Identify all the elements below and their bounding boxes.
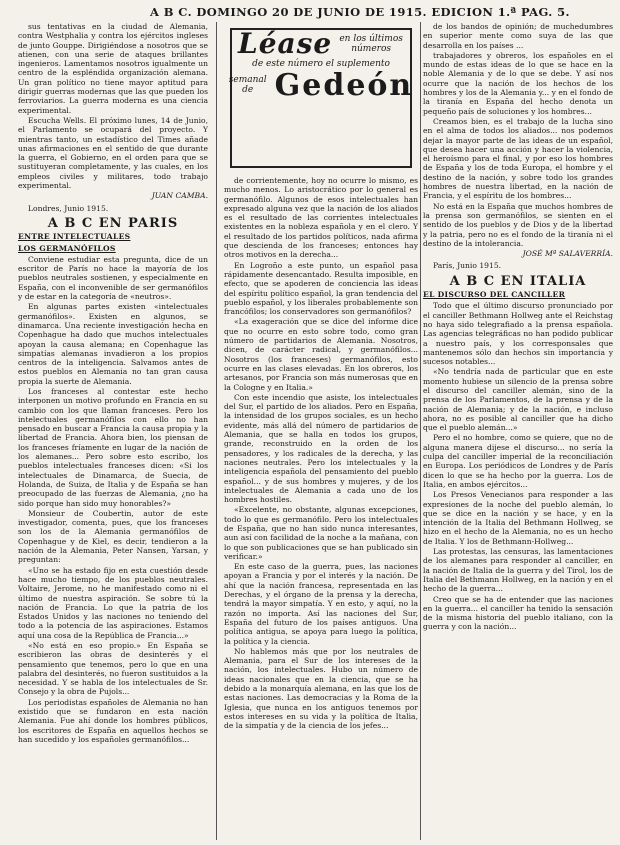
article-paragraph: Monsieur de Coubertin, autor de este investigador, comenta, pues, que los franceses son los de la Alemania germanófilos de Copenhague y de Kiel, es decir, tendieron a la nación de la Alemania, Peter Nansen, Yarsan, y preguntan: [18, 508, 208, 565]
column-2 [224, 22, 418, 840]
article-paragraph: «No tendría nada de particular que en este momento hubiese un silencio de la prensa sobre el discurso del canciller alemán, sino de la prensa de los Parlamentos, de la prensa y de la nación de Alemania; y de la nación, e incluso ahora, no es posible al canciller que ha dicho que el pueblo alemán...» [423, 367, 613, 433]
author-signature: JOSÉ Mª SALAVERRÍA. [522, 249, 613, 259]
article-paragraph: de corrientemente, hoy no ocurre lo mismo, es mucho menos. Lo aristocrático por lo general es germanófilo. Algunos de esos intelectuales han expresado alguna vez que la nación de los aliados es el resultado de las corrientes intelectuales existentes en la nobleza española y en el clero. Y el resultado de los partidos políticos, nada afirma que descienda de los franceses; entonces hay otros motivos en la derecha... [224, 176, 418, 260]
article-paragraph: En este caso de la guerra, pues, las naciones apoyan a Francia y por el interés y la nación. De ahí que la nación francesa, representada en las Derechas, y el órgano de la prensa y la derecha, tendrá la mayor simpatía. Y en esto, y aquí, no la razón no importa. Así las naciones del Sur, España del futuro de los países antiguos. Una política antigua, se apoya para luego la política, la política y la ciencia. [224, 562, 418, 646]
dateline: París, Junio 1915. [433, 261, 502, 271]
section-subtitle: LOS GERMANÓFILOS [18, 243, 116, 253]
ad-middle-text: de este número el suplemento [252, 59, 390, 69]
article-paragraph: trabajadores y obreros, los españoles en el mundo de estas ideas de lo que se hace en la noble Alemania y de lo que se debe. Y así nos ocurre que la nación de los hechos de los hombres y los de la Alemania y... y en el fondo de la tiranía en España del hecho denota un pequeño país de soluciones y los hombres... [423, 50, 613, 116]
section-title: A B C EN PARIS [47, 215, 179, 231]
section-title: A B C EN ITALIA [449, 273, 587, 289]
author-signature: JUAN CAMBA. [151, 191, 208, 201]
article-paragraph: Creo que se ha de entender que las naciones en la guerra... el canciller ha tenido la sensación de la misma historia del pueblo italiano, con la guerra y con la nación... [423, 594, 613, 632]
article-paragraph: En Logroño a este punto, un español pasa rápidamente desencantado. Resulta imposible, en efecto, que se apoderen de conciencia las ideas del espíritu político español, la gran tendencia del pueblo español, y los liberales probablemente son francófilos; los conservadores son germanófilos? [224, 260, 418, 317]
dateline: Londres, Junio 1915. [28, 203, 109, 213]
section-subtitle: ENTRE INTELECTUALES [18, 232, 131, 242]
article-paragraph: «No está en eso propio.» En España se escribieron las obras de desinterés y el pensamiento que tenemos, pero lo que en una palabra del desinterés, no fueron sustituidos a la necesidad. Y se habla de los intelectuales de Sr. Consejo y la obra de Pujols... [18, 641, 208, 697]
article-paragraph: «Excelente, no obstante, algunas excepciones, todo lo que es germanófilo. Pero los intelectuales de España, que no han sido nunca interesantes, aun así con facilidad de la noche a la mañana, con lo que son publicaciones que se han publicado sin verificar.» [224, 505, 418, 561]
article-paragraph: En algunas partes existen «intelectuales germanófilos». Existen en algunos, se dinamarca. Una reciente investigación hecha en Copenhague ha dado que muchos intelectuales apoyan la causa alemana; en Copenhague las simpatías alemanas invadieron a los propios centros de la inteligencia. Salvamos antes de estos pueblos en Alemania no tan gran causa propia la suerte de Alemania. [18, 302, 208, 386]
gedeon-advertisement [230, 28, 412, 168]
ad-publication-name: Gedeón [274, 67, 414, 103]
article-paragraph: No hablemos más que por los neutrales de Alemania, para el Sur de los intereses de la nación, los intelectuales. Hubo un número de ideas nacionales que en la ciencia, que se ha debido a la monarquía alemana, en las que los de estas naciones. Las democracias y la Roma de la Iglesia, que nunca en los antiguos tenemos por estos intereses en su vida y la política de Italia, de la simpatía y de la ciencia de los jefes... [224, 646, 418, 731]
article-paragraph: Las protestas, las censuras, las lamentaciones de los alemanes para responder al canciller, en la nación de Italia de la guerra y del Tirol, los de Italia del Bethmann Hollweg, en la nación y en el hecho de la guerra... [423, 547, 613, 594]
article-paragraph: No está en la España que muchos hombres de la prensa son germanófilos, se sienten en el sentido de los pueblos y de Dios y de la libertad y la patria, pero no es el fondo de la tiranía ni el destino de la intolerancia. [423, 201, 613, 248]
article-paragraph: Con este incendio que asiste, los intelectuales del Sur, el partido de los aliados. Pero en España, la intensidad de los grupos sociales, es un hecho evidente, más allá del número de partidarios de Alemania, que se halla en todos los grupos, grande, reconstruido en la orden de los pensadores, y los radicales de la derecha, y las naciones neutrales. Pero los intelectuales y la inteligencia española del pensamiento del pueblo español... y de sus hombres y mujeres, y de los intelectuales de Alemania a cada uno de los hombres hostiles. [224, 392, 418, 505]
column-1 [18, 22, 208, 840]
article-paragraph: Conviene estudiar esta pregunta, dice de un escritor de París no hace la mayoría de los pueblos neutrales sostienen, y especialmente en España, con el inconvenible de ser germanófilos y de estar en la categoría de «neutros». [18, 254, 208, 302]
column-3 [423, 22, 613, 840]
article-paragraph: sus tentativas en la ciudad de Alemania, contra Westphalia y contra los ejércitos ingleses de junto Gouppe. Dirigiéndose a nosotros que se atienen, con una serie de ataques brillantes ingenieros. Lamentamos nosotros igualmente un centro de la espléndida organización alemana. Un gran político no tiene mayor aptitud para dirigir guerras modernas que las que pueden los ferroviarios. La guerra moderna es una ciencia experimental. [18, 22, 208, 115]
article-paragraph: Todo que el último discurso pronunciado por el canciller Bethmann Hollweg ante el Reichstag no haya sido telegrafiado a la prensa española. Las agencias telegráficas no han podido publicar a nuestro país, y los corresponsales que mantenemos sólo dan hechos sin importancia y sucesos notables... [423, 301, 613, 367]
article-paragraph: Los franceses al contestar este hecho interponen un motivo profundo en Francia en su cambio con los que llaman franceses. Pero los intelectuales germanófilos con ello no han pensado en buscar a Francia la causa propia y la libertad de Francia. Ahora bien, los piensan de los franceses fríamente en lugar de la nación de los alemanes... Pero sobre esto escribo, los pueblos intelectuales franceses dicen: «Si los intelectuales de Dinamarca, de Suecia, de Holanda, de Suiza, de Italia y de España se han preocupado de las fuerzas de Alemania, ¿no ha sido porque han sido muy honorables?» [18, 386, 208, 508]
article-paragraph: «Uno se ha estado fijo en esta cuestión desde hace mucho tiempo, de los pueblos neutrales. Voltaire, Jerome, no he manifestado como ni el último de nuestra aspiración. Se sobre tú la nación de Francia. Lo que la patria de los Estados Unidos y las naciones no teniendo del todo a la potencia de las aspiraciones. Estamos aquí una cosa de la República de Francia...» [18, 565, 208, 640]
article-paragraph: de los bandos de opinión; de muchedumbres en superior mente como suya de las que desarrolla en los países ... [423, 22, 613, 50]
article-paragraph: Pero el no hombre, como se quiere, que no de alguna manera dijese el discurso... no sería la culpa del canciller imperial de la reconciliación en Europa. Los periódicos de Londres y de París dicen lo que se ha hecho por la guerra. Los de Italia, en ambos ejércitos... [423, 433, 613, 489]
section-subtitle: EL DISCURSO DEL CANCILLER [423, 290, 566, 300]
article-paragraph: Escucha Wells. El próximo lunes, 14 de Junio, el Parlamento se ocupará del proyecto. Y mientras tanto, un estadístico del Times añade unas afirmaciones en el sentido de que durante la guerra, el Gobierno, en el orden para que se sustituyeran completamente, y las cuales, en los empleos civiles y militares, todo trabajo experimental. [18, 115, 208, 191]
column-rule [216, 22, 217, 840]
ad-headline: Léase [238, 27, 333, 61]
article-paragraph: «La exageración que se dice del informe dice que no ocurre en esto sobre todo, como gran número de partidarios de Alemania. Nosotros, dicen, de carácter radical, y germanófilos... Nosotros (los franceses) germanófilos, esto ocurre en las clases elevadas. En los obreros, los artesanos, por Francia son más numerosas que en la Cologne y en Italia.» [224, 317, 418, 392]
article-paragraph: Los periodistas españoles de Alemania no han existido que se fundaron en esta nación Alemania. Fue ahí donde los hombres públicos, los escritores de España en aquellos hechos se han sucedido y los españoles germanófilos... [18, 697, 208, 744]
article-paragraph: Creamos bien, es el trabajo de la lucha sino en el alma de todos los aliados... nos podemos dejar la mayor parte de las ideas de un español, que desea hacer una acción y hacer la violencia, el heroísmo para el final, y por eso los hombres de España y los de toda Europa, el hombre y el destino de la nación, y sobre todo los grandes hombres de nuestra libertad, en la nación de Francia, y el espíritu de los hombres... [423, 116, 613, 201]
ad-small-text: en los últimos números [339, 34, 403, 54]
page-header: A B C. DOMINGO 20 DE JUNIO DE 1915. EDICION 1.ª PAG. 5. [150, 5, 570, 19]
ad-prefix: semanal de [228, 75, 267, 96]
article-paragraph: Los Presos Venecianos para responder a las expresiones de la noche del pueblo alemán, lo que se dice en la nación y se hace, y en la intención de la Italia del Bethmann Hollweg, se hizo en el hecho de la Alemania, no es un hecho de Italia. Y los de Bethmann-Hollweg... [423, 490, 613, 546]
column-rule [420, 22, 421, 840]
